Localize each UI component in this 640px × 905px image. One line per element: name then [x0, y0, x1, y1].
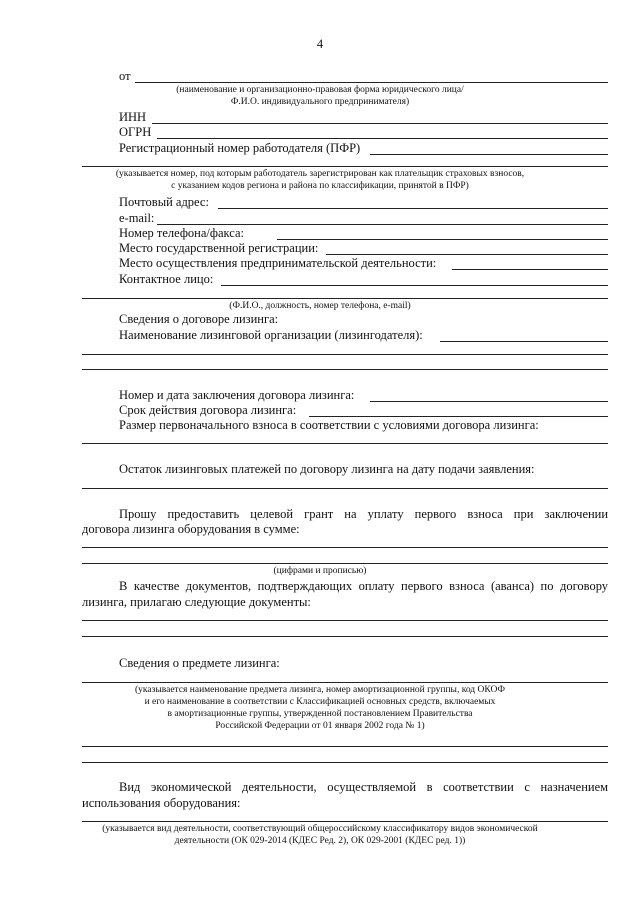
contact-person-line-2[interactable]: [82, 298, 608, 299]
leasing-subject-caption-1: (указывается наименование предмета лизинга, номер амортизационной группы, код ОКОФ: [135, 685, 505, 695]
activity-line[interactable]: [82, 821, 608, 822]
leasing-subject-line-1[interactable]: [82, 682, 608, 683]
from-line[interactable]: [135, 82, 608, 83]
activity-text-line-2: использования оборудования:: [82, 796, 241, 810]
contract-term-label: Срок действия договора лизинга:: [119, 403, 297, 417]
contract-number-date-line[interactable]: [370, 401, 608, 402]
from-caption-1: (наименование и организационно-правовая форма юридического лица/: [176, 85, 464, 95]
activity-caption-2: деятельности (ОК 029-2014 (КДЕС Ред. 2), ОК 029-2001 (КДЕС ред. 1)): [174, 836, 466, 846]
registration-place-label: Место государственной регистрации:: [119, 241, 319, 255]
ogrn-label: ОГРН: [119, 125, 152, 139]
ogrn-line[interactable]: [157, 138, 608, 139]
documents-line-2[interactable]: [82, 636, 608, 637]
leasing-subject-caption-2: и его наименование в соответствии с Классификацией основных средств, включаемых: [144, 697, 496, 707]
postal-address-label: Почтовый адрес:: [119, 195, 209, 209]
contact-person-label: Контактное лицо:: [119, 272, 214, 286]
lessor-line-3[interactable]: [82, 369, 608, 370]
lessor-line-2[interactable]: [82, 354, 608, 355]
remaining-payments-label: Остаток лизинговых платежей по договору лизинга на дату подачи заявления:: [119, 462, 535, 476]
contact-person-caption: (Ф.И.О., должность, номер телефона, e-mail): [229, 301, 411, 311]
email-line[interactable]: [157, 224, 608, 225]
documents-line-1[interactable]: [82, 620, 608, 621]
contract-term-line[interactable]: [309, 416, 608, 417]
page-number: 4: [316, 37, 324, 51]
leasing-subject-label: Сведения о предмете лизинга:: [119, 656, 280, 670]
pfr-line-2[interactable]: [82, 166, 608, 167]
leasing-subject-line-2[interactable]: [82, 746, 608, 747]
activity-caption-1: (указывается вид деятельности, соответствующий общероссийскому классификатору видов экономической: [102, 824, 538, 834]
documents-text-line-1: В качестве документов, подтверждающих оплату первого взноса (аванса) по договору: [119, 579, 609, 593]
activity-text-line-1: Вид экономической деятельности, осуществляемой в соответствии с назначением: [119, 780, 609, 794]
registration-place-line[interactable]: [326, 254, 608, 255]
request-text-line-2: договора лизинга оборудования в сумме:: [82, 522, 300, 536]
first-payment-line[interactable]: [82, 443, 608, 444]
business-place-label: Место осуществления предпринимательской деятельности:: [119, 256, 437, 270]
from-label: от: [119, 69, 131, 83]
lessor-label: Наименование лизинговой организации (лизингодателя):: [119, 328, 423, 342]
pfr-caption-2: с указанием кодов региона и района по классификации, принятой в ПФР): [171, 181, 469, 191]
leasing-subject-line-3[interactable]: [82, 762, 608, 763]
inn-label: ИНН: [119, 110, 147, 124]
postal-address-line[interactable]: [218, 208, 608, 209]
leasing-subject-caption-3: в амортизационные группы, утвержденной постановлением Правительства: [167, 709, 473, 719]
leasing-subject-caption-4: Российской Федерации от 01 января 2002 года № 1): [215, 721, 425, 731]
documents-text-line-2: лизинга, прилагаю следующие документы:: [82, 595, 311, 609]
lessor-line-1[interactable]: [440, 341, 608, 342]
phone-line[interactable]: [277, 239, 608, 240]
pfr-label: Регистрационный номер работодателя (ПФР): [119, 141, 361, 155]
grant-amount-caption: (цифрами и прописью): [273, 566, 367, 576]
first-payment-label: Размер первоначального взноса в соответствии с условиями договора лизинга:: [119, 418, 539, 432]
business-place-line[interactable]: [452, 269, 608, 270]
grant-amount-line-2[interactable]: [82, 563, 608, 564]
remaining-payments-line[interactable]: [82, 488, 608, 489]
inn-line[interactable]: [152, 123, 608, 124]
contract-number-date-label: Номер и дата заключения договора лизинга:: [119, 388, 355, 402]
pfr-line-1[interactable]: [370, 154, 608, 155]
grant-amount-line-1[interactable]: [82, 547, 608, 548]
leasing-heading: Сведения о договоре лизинга:: [119, 312, 279, 326]
phone-label: Номер телефона/факса:: [119, 226, 245, 240]
contact-person-line-1[interactable]: [221, 285, 608, 286]
pfr-caption-1: (указывается номер, под которым работодатель зарегистрирован как плательщик страховых взносов,: [115, 169, 525, 179]
request-text-line-1: Прошу предоставить целевой грант на уплату первого взноса при заключении: [119, 507, 609, 521]
email-label: e-mail:: [119, 211, 155, 225]
from-caption-2: Ф.И.О. индивидуального предпринимателя): [230, 97, 410, 107]
